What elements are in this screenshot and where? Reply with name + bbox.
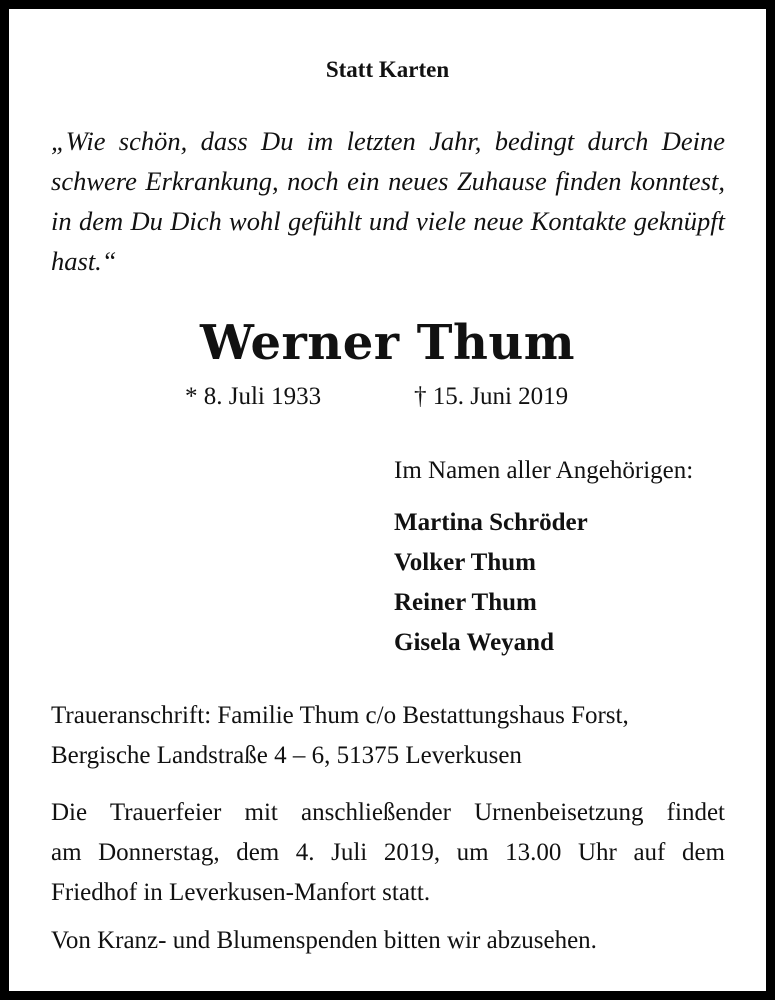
deceased-name: Werner Thum [199, 315, 576, 371]
relative-name: Martina Schröder [394, 509, 588, 536]
death-date: † 15. Juni 2019 [414, 383, 569, 410]
mourning-address [51, 696, 725, 776]
relative-name: Gisela Weyand [394, 629, 554, 656]
quote-line: schwere Erkrankung, noch ein neues Zuhause finden konntest, [51, 166, 725, 196]
relative-name: Volker Thum [394, 549, 536, 576]
ceremony-line: am Donnerstag, dem 4. Juli 2019, um 13.00 Uhr auf dem [51, 839, 725, 866]
relatives-list [394, 503, 588, 663]
ceremony-info [51, 793, 725, 913]
address-line: Traueranschrift: Familie Thum c/o Bestattungshaus Forst, [51, 702, 629, 729]
memorial-quote [51, 121, 725, 281]
notice-heading: Statt Karten [325, 57, 450, 82]
family-intro: Im Namen aller Angehörigen: [394, 457, 694, 484]
birth-date: * 8. Juli 1933 [185, 383, 322, 410]
ceremony-line: Die Trauerfeier mit anschließender Urnenbeisetzung findet [51, 799, 725, 826]
quote-line: „Wie schön, dass Du im letzten Jahr, bedingt durch Deine [51, 126, 725, 156]
quote-line: in dem Du Dich wohl gefühlt und viele neue Kontakte geknüpft [51, 206, 725, 236]
ceremony-line: Friedhof in Leverkusen-Manfort statt. [51, 879, 431, 906]
address-line: Bergische Landstraße 4 – 6, 51375 Leverkusen [51, 742, 522, 769]
relative-name: Reiner Thum [394, 589, 537, 616]
closing-note: Von Kranz- und Blumenspenden bitten wir abzusehen. [51, 927, 597, 954]
quote-line: hast.“ [51, 246, 117, 276]
